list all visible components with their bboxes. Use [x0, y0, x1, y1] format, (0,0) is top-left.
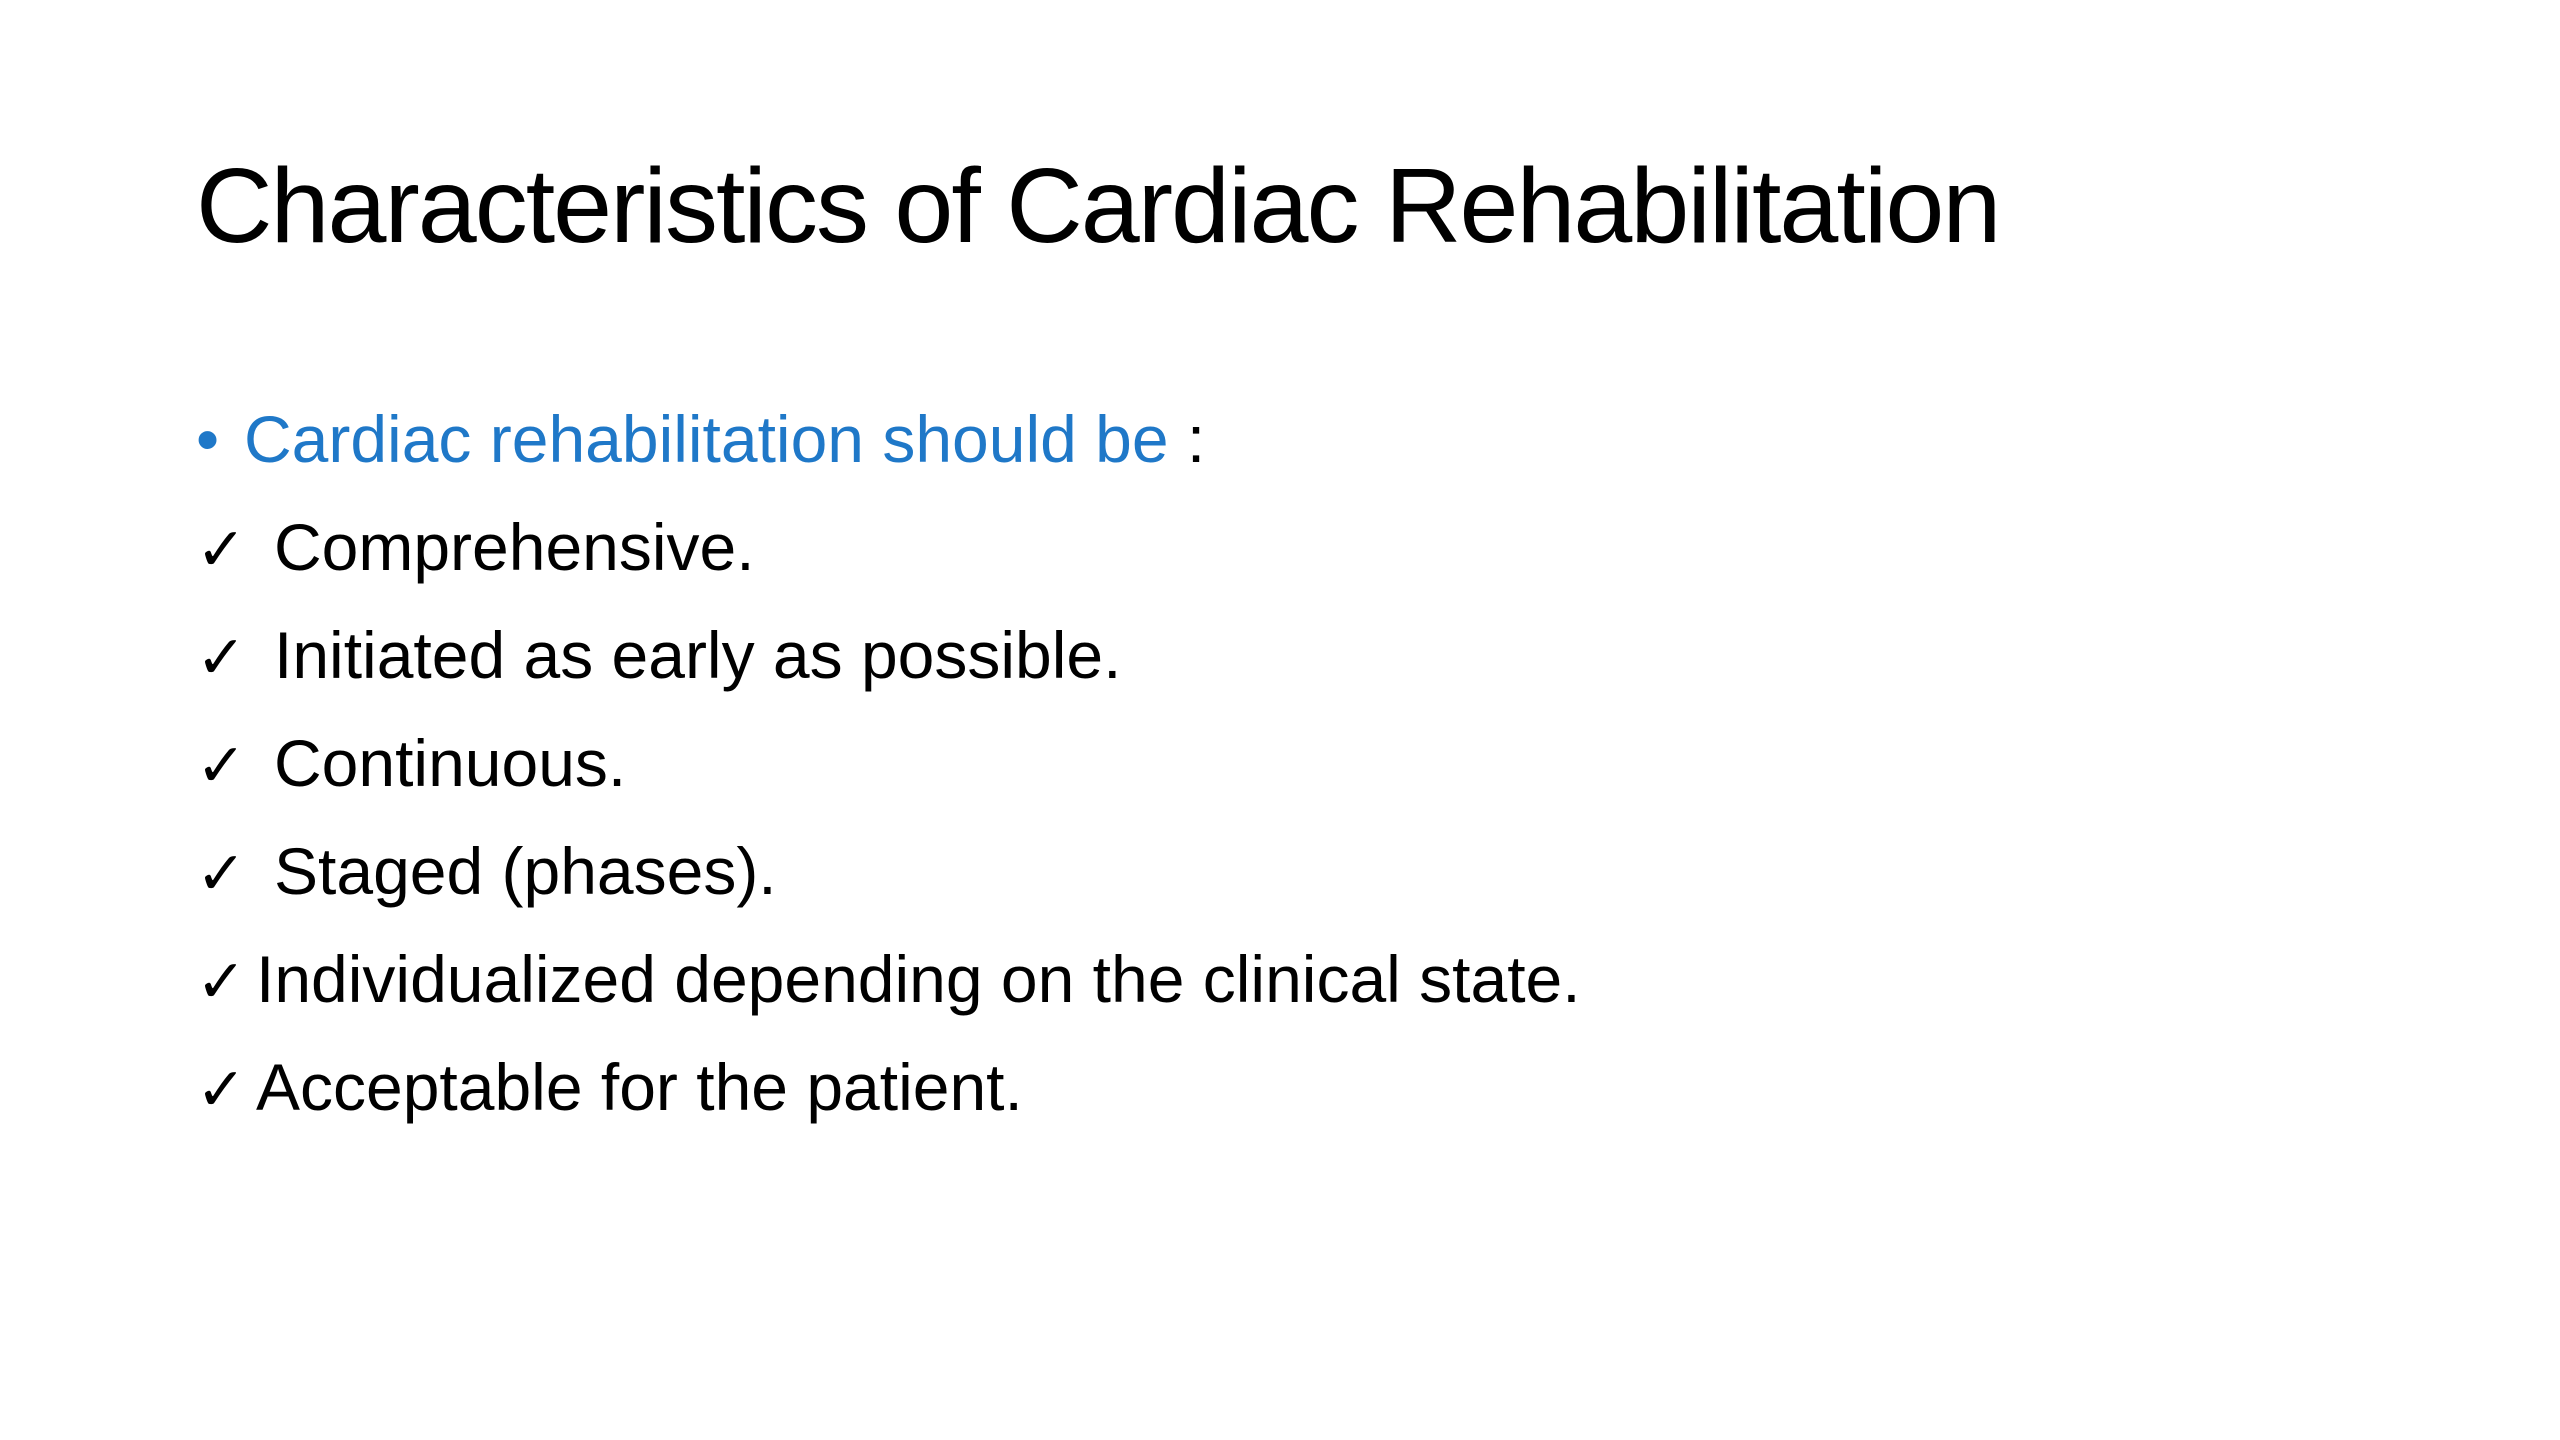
list-item: [196, 817, 1581, 925]
list-item: [196, 493, 1581, 601]
checkmark-icon: ✓: [196, 623, 247, 693]
checkmark-icon: ✓: [196, 1055, 247, 1125]
intro-bullet-line: [196, 385, 1581, 493]
checklist: [196, 493, 1581, 1141]
checkmark-icon: ✓: [196, 839, 247, 909]
checkmark-icon: ✓: [196, 731, 247, 801]
list-item-label: Individualized depending on the clinical state.: [256, 942, 1581, 1016]
list-item-label: Acceptable for the patient.: [256, 1050, 1023, 1124]
list-item-label: Continuous.: [274, 726, 627, 800]
list-item-label: Staged (phases).: [274, 834, 777, 908]
list-item: [196, 925, 1581, 1033]
bullet-dot-icon: •: [196, 402, 220, 476]
slide-content: [196, 385, 1581, 1141]
checkmark-icon: ✓: [196, 515, 247, 585]
list-item-label: Initiated as early as possible.: [274, 618, 1122, 692]
list-item-label: Comprehensive.: [274, 510, 755, 584]
list-item: [196, 1033, 1581, 1141]
intro-text: Cardiac rehabilitation should be: [244, 402, 1169, 476]
list-item: [196, 601, 1581, 709]
slide-title: Characteristics of Cardiac Rehabilitation: [196, 147, 2000, 265]
checkmark-icon: ✓: [196, 947, 247, 1017]
intro-suffix: :: [1168, 402, 1206, 476]
list-item: [196, 709, 1581, 817]
